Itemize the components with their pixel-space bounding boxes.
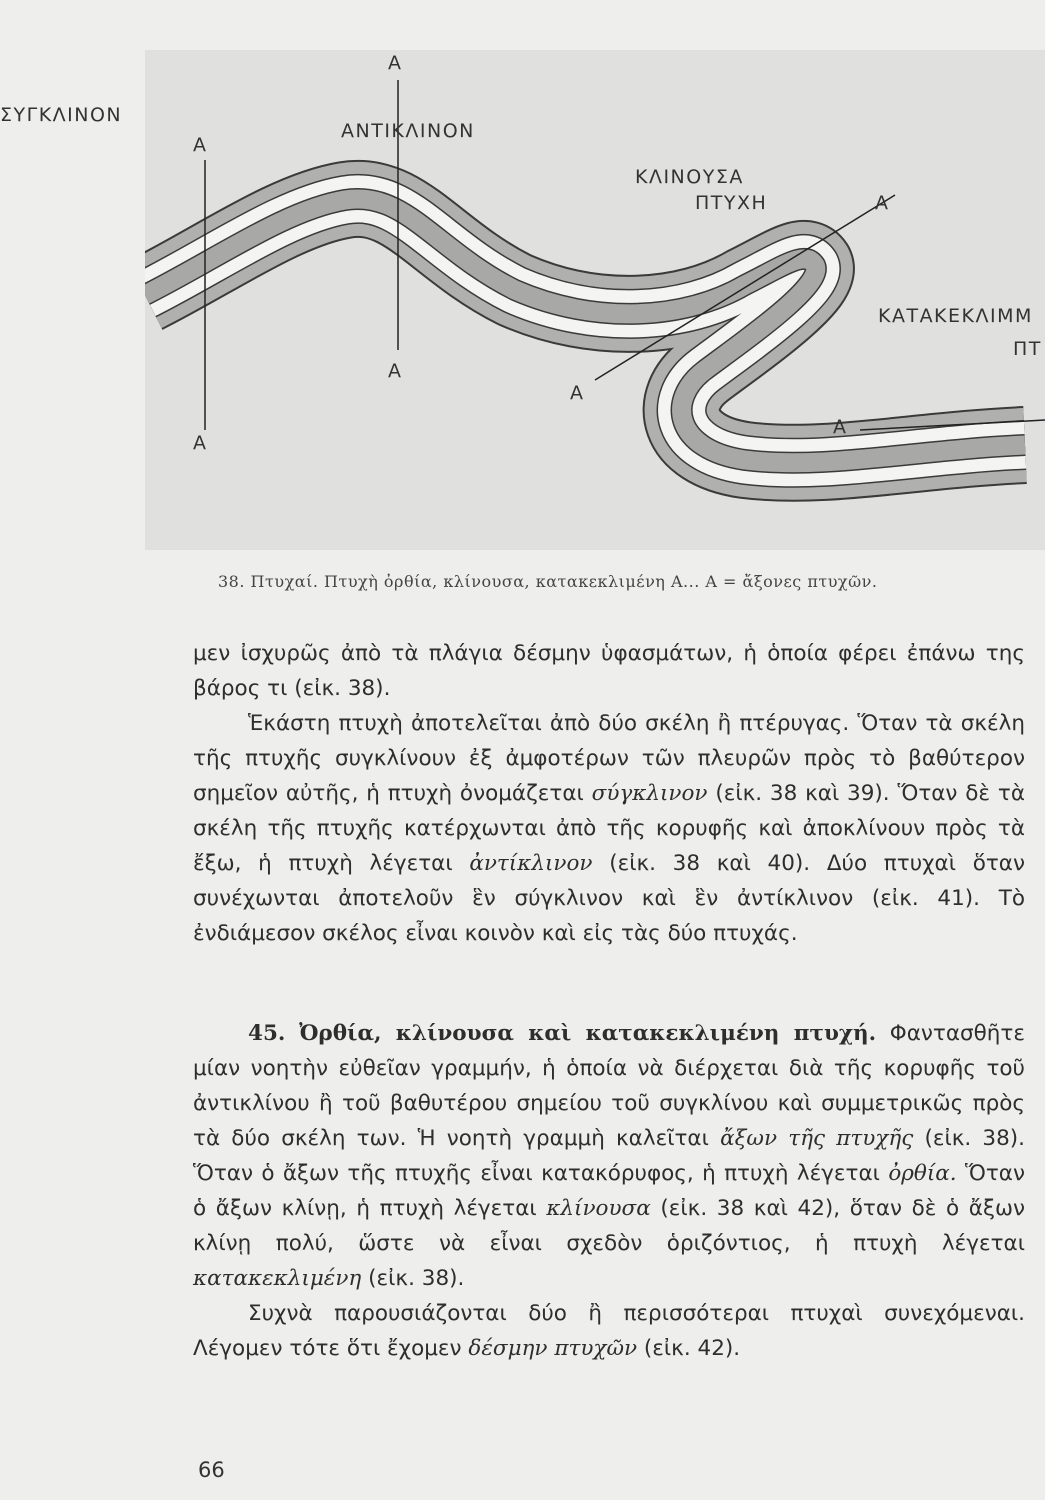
label-synklinon: ΣΥΓΚΛΙΝΟΝ [0,104,123,126]
figure-caption: 38. Πτυχαί. Πτυχὴ ὀρθία, κλίνουσα, κατακεκλιμένη Α... Α = ἄξονες πτυχῶν. [218,572,878,591]
term-katakeklimeni: κατακεκλιμένη [193,1266,362,1291]
label-klinousa: ΚΛΙΝΟΥΣΑ [635,166,744,188]
fold-figure [0,50,1045,550]
label-axis-a: Α [193,134,208,156]
paragraph-text: Ὅταν ὁ ἄξων κλίνῃ, ἡ πτυχὴ λέγεται [193,1161,1025,1221]
paragraph-text: (εἰκ. 38). [368,1266,465,1291]
paragraph-text: (εἰκ. 38). Ὅταν ὁ ἄξων τῆς πτυχῆς εἶναι κατακόρυφος, ἡ πτυχὴ λέγεται [193,1126,1025,1186]
label-axis-a: Α [875,192,890,214]
paragraph-4 [193,1296,1025,1366]
paragraph-text: (εἰκ. 38 καὶ 42), ὅταν δὲ ὁ ἄξων κλίνῃ πολύ, ὥστε νὰ εἶναι σχεδὸν ὁριζόντιος, ἡ πτυχὴ λέγεται [193,1196,1025,1256]
label-antiklinon: ΑΝΤΙΚΛΙΝΟΝ [341,120,475,142]
page-number: 66 [198,1458,225,1482]
paragraph-3 [193,1016,1025,1296]
fold-diagram [145,50,1045,550]
term-desmi: δέσμην πτυχῶν [468,1336,638,1361]
section-45 [193,1016,1025,1366]
body-text [193,636,1025,951]
section-number: 45. [248,1021,286,1046]
label-axis-a: Α [833,416,848,438]
label-katakeklimeni-pt: ΠΤ [1013,338,1042,360]
term-orthia: ὀρθία. [888,1161,957,1186]
paragraph-text: Συχνὰ παρουσιάζονται δύο ἢ περισσότεραι πτυχαὶ συνεχόμεναι. Λέγομεν τότε ὅτι ἔχομεν [193,1301,1025,1361]
term-axon: ἄξων τῆς πτυχῆς [720,1126,914,1151]
label-axis-a: Α [193,432,208,454]
label-axis-a: Α [388,360,403,382]
paragraph-text: (εἰκ. 38 καὶ 40). Δύο πτυχαὶ ὅταν συνέχωνται ἀποτελοῦν ἓν σύγκλινον καὶ ἓν ἀντίκλινον (εἰκ. 41). Τὸ ἐνδιάμεσον σκέλος εἶναι κοινὸν καὶ εἰς τὰς δύο πτυχάς. [193,851,1025,946]
section-title: Ὀρθία, κλίνουσα καὶ κατακεκλιμένη πτυχή. [299,1021,877,1046]
paragraph-text: (εἰκ. 42). [643,1336,741,1361]
paragraph-2 [193,706,1025,951]
term-synklinon: σύγκλινον [591,781,708,806]
term-antiklinon: ἀντίκλινον [469,851,593,876]
paragraph-text: (εἰκ. 38 καὶ 39). Ὅταν δὲ τὰ σκέλη τῆς πτυχῆς κατέρχωνται ἀπὸ τῆς κορυφῆς καὶ ἀποκλίνουν πρὸς τὰ ἔξω, ἡ πτυχὴ λέγεται [193,781,1025,876]
label-katakeklimeni: ΚΑΤΑΚΕΚΛΙΜΜ [878,305,1033,327]
paragraph-text: Φαντασθῆτε μίαν νοητὴν εὐθεῖαν γραμμήν, ἡ ὁποία νὰ διέρχεται διὰ τῆς κορυφῆς τοῦ ἀντικλίνου ἢ τοῦ βαθυτέρου σημείου τοῦ συγκλίνου καὶ συμμετρικῶς πρὸς τὰ δύο σκέλη των. Ἡ νοητὴ γραμμὴ καλεῖται [193,1021,1025,1151]
paragraph-text: Ἑκάστη πτυχὴ ἀποτελεῖται ἀπὸ δύο σκέλη ἢ πτέρυγας. Ὅταν τὰ σκέλη τῆς πτυχῆς συγκλίνουν ἐξ ἀμφοτέρων τῶν πλευρῶν πρὸς τὸ βαθύτερον σημεῖον αὐτῆς, ἡ πτυχὴ ὀνομάζεται [193,711,1025,806]
label-axis-a: Α [570,382,585,404]
paragraph-1: μεν ἰσχυρῶς ἀπὸ τὰ πλάγια δέσμην ὑφασμάτων, ἡ ὁποία φέρει ἐπάνω της βάρος τι (εἰκ. 38). [193,641,1025,701]
label-axis-a: Α [388,52,403,74]
term-klinousa: κλίνουσα [546,1196,651,1221]
label-ptychi: ΠΤΥΧΗ [695,192,768,214]
